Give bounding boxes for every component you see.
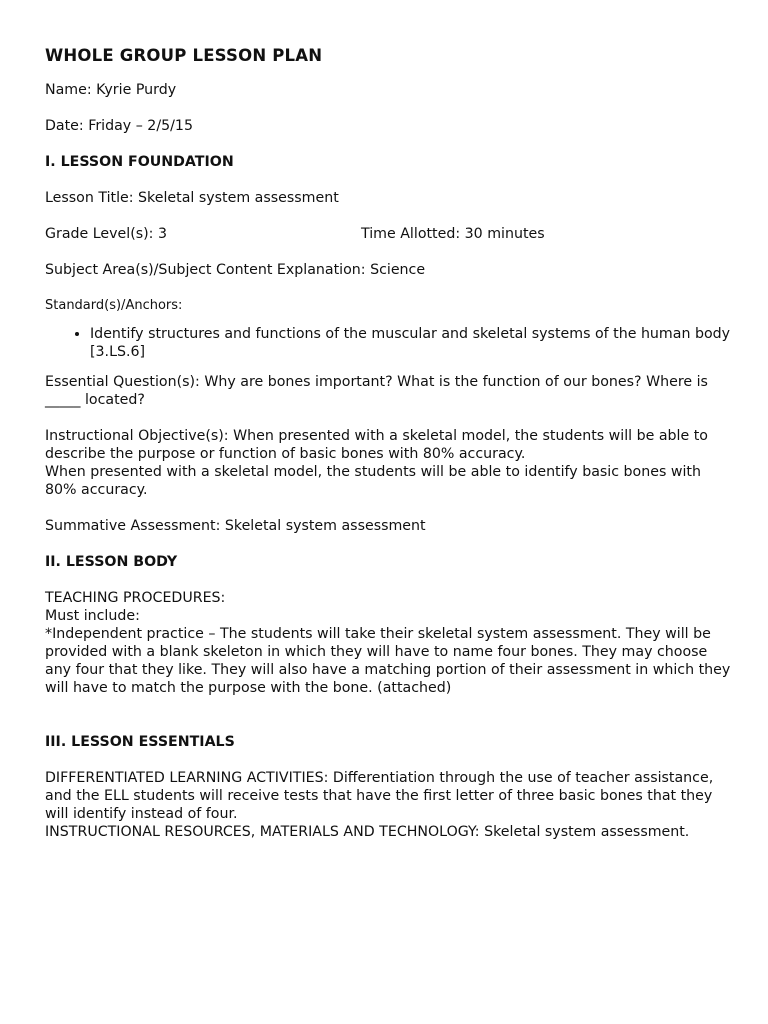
- lesson-plan-document: [45, 45, 735, 841]
- essential-questions: Essential Question(s): Why are bones important? What is the function of our bones? Where is _____ located?: [45, 374, 708, 408]
- teaching-procedures-label: TEACHING PROCEDURES:: [45, 590, 226, 606]
- instructional-resources: INSTRUCTIONAL RESOURCES, MATERIALS AND TECHNOLOGY: Skeletal system assessment.: [45, 824, 690, 840]
- instructional-objective-1: Instructional Objective(s): When presented with a skeletal model, the students will be able to describe the purpose or function of basic bones with 80% accuracy.: [45, 428, 708, 462]
- standards-label: Standard(s)/Anchors:: [45, 298, 183, 313]
- name-line: Name: Kyrie Purdy: [45, 82, 177, 98]
- section-1-heading: I. LESSON FOUNDATION: [45, 154, 234, 170]
- section-3-heading: III. LESSON ESSENTIALS: [45, 734, 235, 750]
- lesson-title-line: Lesson Title: Skeletal system assessment: [45, 190, 339, 206]
- time-allotted-line: Time Allotted: 30 minutes: [361, 226, 545, 242]
- section-2-heading: II. LESSON BODY: [45, 554, 178, 570]
- standards-list: [45, 325, 735, 361]
- standards-list-item: • Identify structures and functions of the muscular and skeletal systems of the human body [3.LS.6]: [90, 325, 735, 361]
- must-include-label: Must include:: [45, 608, 140, 624]
- grade-level-line: Grade Level(s): 3: [45, 226, 167, 242]
- subject-area-line: Subject Area(s)/Subject Content Explanation: Science: [45, 262, 426, 278]
- instructional-objective-2: When presented with a skeletal model, the students will be able to identify basic bones with 80% accuracy.: [45, 464, 701, 498]
- summative-assessment: Summative Assessment: Skeletal system assessment: [45, 518, 426, 534]
- differentiated-activities: DIFFERENTIATED LEARNING ACTIVITIES: Differentiation through the use of teacher assistance, and the ELL students will receive tests that have the first letter of three basic bones that they will identify instead of four.: [45, 770, 714, 822]
- independent-practice: *Independent practice – The students will take their skeletal system assessment. They will be provided with a blank skeleton in which they will have to name four bones. They may choose any four that they like. They will also have a matching portion of their assessment in which they will have to match the purpose with the bone. (attached): [45, 626, 731, 696]
- document-title: WHOLE GROUP LESSON PLAN: [45, 46, 323, 65]
- grade-time-row: [45, 225, 735, 243]
- date-line: Date: Friday – 2/5/15: [45, 118, 193, 134]
